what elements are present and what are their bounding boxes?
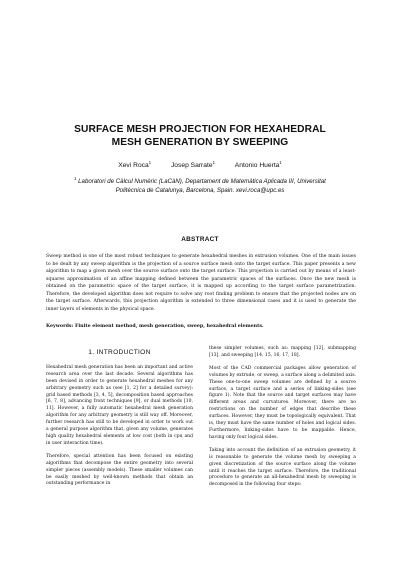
abstract-text: Sweep method is one of the most robust techniques to generate hexahedral meshes in extrusion volumes. One of the main issues to be dealt by any sweep algorithm is the projection of a source surface mesh onto the target surface. This paper presents a new algorithm to map a given mesh over the source surface onto the target surface. This projection is carried out by means of a least-squares approximation of an affine mapping defined between the parametric spaces of the surfaces. Once the new mesh is obtained on the parametric space of the target surface, it is mapped up according to the target surface parametrization. Therefore, the developed algorithm does not require to solve any root finding problem to ensure that the projected nodes are on the target surface. Afterwards, this projection algorithm is extended to three dimensional cases and it is used to generate the inner layers of elements in the physical space. <box>46 254 356 312</box>
paragraph: these simpler volumes, such as: mapping [12], submapping [13], and sweeping [14, 15, 16, 17, 18]. <box>209 346 356 358</box>
section-heading: 1. INTRODUCTION <box>88 349 151 356</box>
left-column <box>46 346 193 494</box>
title-line-2: MESH GENERATION BY SWEEPING <box>111 137 289 148</box>
author-name: Xevi Roca$^1$ <box>118 160 152 170</box>
paper-title <box>40 123 360 149</box>
affiliation <box>40 175 360 195</box>
keywords: Keywords: Finite element method, mesh generation, sweep, hexahedral elements. <box>46 324 264 329</box>
paragraph: Taking into account the definition of an extrusion geometry, it is reasonable to generate the volume mesh by sweeping a given discretization of the source surface along the volume until it reaches the target surface. Therefore, the traditional procedure to generate an all-hexahedral mesh by sweeping is decomposed in the following four steps: <box>209 447 356 488</box>
paragraph: Hexahedral mesh generation has been an important and active research area over the last decade. Several algorithms has been devised in order to generate hexahedral meshes for any arbitrary geometry such as (see [1, 2] for a detailed survey): grid based methods [3, 4, 5], decomposition based approaches [6, 7, 8], advancing front techniques [9], or dual methods [10, 11]. However, a fully automatic hexahedral mesh generation algorithm for any arbitrary geometry is still way off. Moreover, further research has still to be developed in order to work out a general purpose algorithm that, given any volume, generates high quality hexahedral elements at low cost (both in cpu and in user interaction time). <box>46 364 193 446</box>
affiliation-line-2: Politècnica de Catalunya, Barcelona, Spain. xevi.roca@upc.es <box>115 186 285 194</box>
affiliation-line-1: $^1$ Laboratori de Càlcul Numèric (LaCàN), Departament de Matemàtica Aplicada III, Universitat <box>74 176 326 186</box>
author-name: Antonio Huerta$^1$ <box>234 160 282 170</box>
paragraph: Most of the CAD commercial packages allow generation of volumes by extrude, or sweep, a surface along a delimited axis. These one-to-one sweep volumes are defined by a source surface, a target surface and a series of linking-sides (see figure 1). Note that the source and target surfaces may have different areas and curvatures. Moreover, there are no restrictions on the number of edges that describe these surfaces. However, they must be topologically equivalent. That is, they must have the same number of holes and logical sides. Furthermore, linking-sides have to be mappable. Hence, having only four logical sides. <box>209 365 356 440</box>
paragraph: Therefore, special attention has been focused on existing algorithms that decompose the entire geometry into several simpler pieces (assembly models). These smaller volumes can be easily meshed by well-known methods that obtain an outstanding performance in <box>46 453 193 487</box>
abstract-heading: ABSTRACT <box>181 236 219 243</box>
author-list <box>40 158 360 170</box>
title-line-1: SURFACE MESH PROJECTION FOR HEXAHEDRAL <box>74 124 326 135</box>
right-column <box>209 346 356 495</box>
author-name: Josep Sarrate$^1$ <box>170 160 215 170</box>
